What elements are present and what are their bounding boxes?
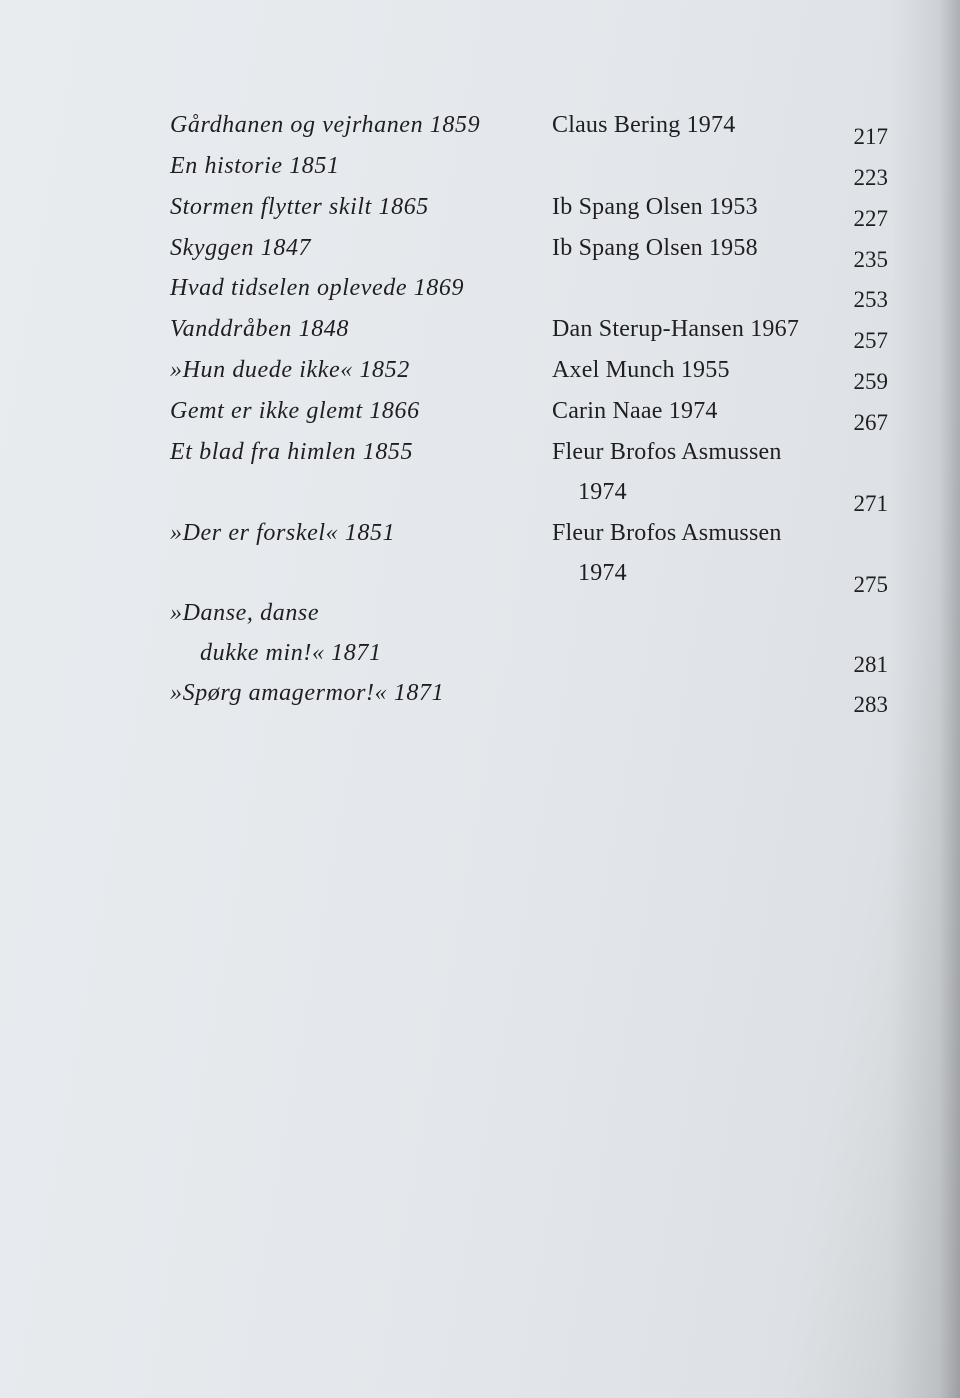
toc-entry (0, 275, 960, 315)
story-title: Stormen flytter skilt 1865 (170, 194, 429, 220)
toc-entry (0, 520, 960, 560)
page-number: 271 (853, 491, 888, 516)
illustrator-name: Fleur Brofos Asmussen (552, 439, 782, 465)
story-title: »Der er forskel« 1851 (170, 520, 396, 546)
page-number: 217 (853, 124, 888, 149)
page-number: 235 (853, 247, 888, 272)
story-title: Hvad tidselen oplevede 1869 (170, 275, 465, 301)
illustrator-name: Ib Spang Olsen 1953 (552, 194, 758, 220)
toc-entry-continuation (0, 479, 960, 519)
illustrator-name: Axel Munch 1955 (552, 357, 730, 383)
toc-entry (0, 600, 960, 640)
story-title: Et blad fra himlen 1855 (170, 439, 414, 465)
toc-entry (0, 316, 960, 356)
toc-entry (0, 357, 960, 397)
page-number: 267 (853, 410, 888, 435)
illustrator-name: Fleur Brofos Asmussen (552, 520, 782, 546)
toc-entry-continuation (0, 560, 960, 600)
toc-entry (0, 398, 960, 438)
illustrator-name: Claus Bering 1974 (552, 112, 736, 138)
story-title: En historie 1851 (170, 153, 340, 179)
illustrator-year: 1974 (578, 479, 627, 505)
illustrator-name: Ib Spang Olsen 1958 (552, 235, 758, 261)
page-number: 283 (853, 692, 888, 717)
story-title-continuation: dukke min!« 1871 (200, 640, 382, 666)
story-title: »Spørg amagermor!« 1871 (170, 680, 445, 706)
page-number: 275 (853, 572, 888, 597)
toc-entry (0, 680, 960, 720)
page-number: 281 (853, 652, 888, 677)
illustrator-name: Carin Naae 1974 (552, 398, 718, 424)
story-title: »Danse, danse (170, 600, 320, 626)
page-number: 253 (853, 287, 888, 312)
story-title: Skyggen 1847 (170, 235, 312, 261)
toc-entry (0, 153, 960, 193)
toc-entry (0, 194, 960, 234)
toc-entry (0, 439, 960, 479)
story-title: Vanddråben 1848 (170, 316, 349, 342)
story-title: »Hun duede ikke« 1852 (170, 357, 410, 383)
illustrator-name: Dan Sterup-Hansen 1967 (552, 316, 800, 342)
toc-entry-continuation (0, 640, 960, 680)
page-number: 259 (853, 369, 888, 394)
toc-entry (0, 112, 960, 152)
toc-entry (0, 235, 960, 275)
illustrator-year: 1974 (578, 560, 627, 586)
page-number: 223 (853, 165, 888, 190)
story-title: Gemt er ikke glemt 1866 (170, 398, 420, 424)
page-number: 227 (853, 206, 888, 231)
story-title: Gårdhanen og vejrhanen 1859 (170, 112, 481, 138)
page-number: 257 (853, 328, 888, 353)
